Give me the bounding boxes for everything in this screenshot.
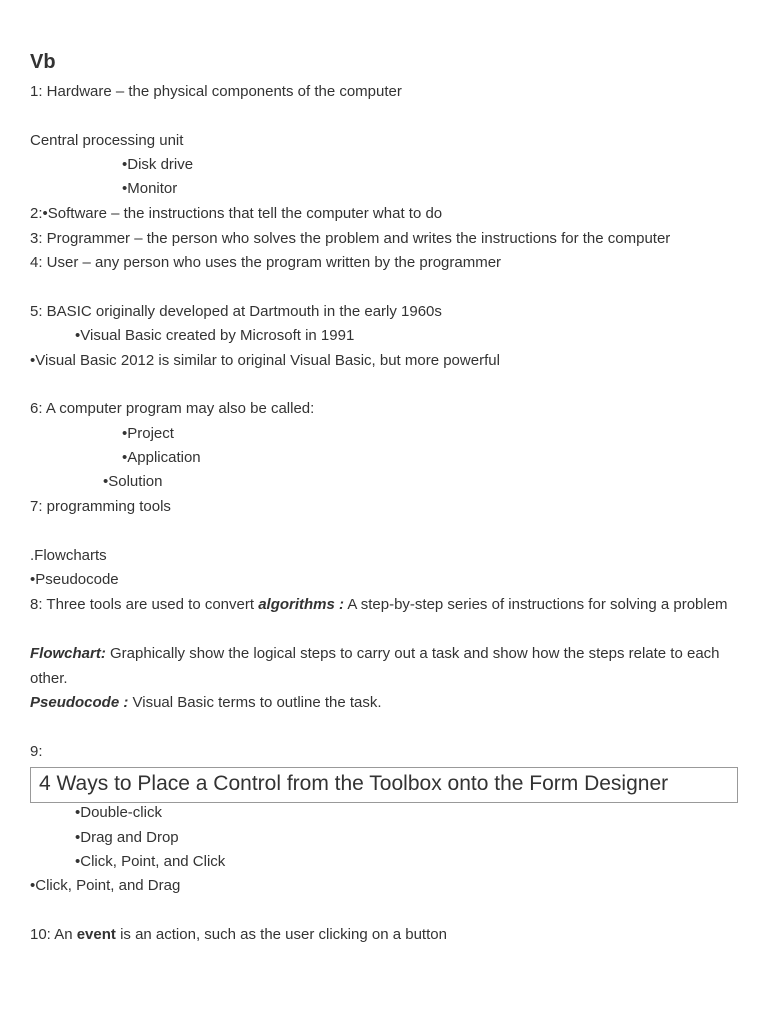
item-program-names: 6: A computer program may also be called: [30, 400, 315, 417]
item-programming-tools: 7: programming tools [30, 498, 171, 515]
pseudocode-term: Pseudocode : [30, 694, 129, 711]
flowchart-definition: Graphically show the logical steps to carry out a task and show how the steps relate to each other. [30, 645, 720, 687]
item-double-click: •Double-click [75, 804, 162, 821]
document-title: Vb [30, 51, 56, 73]
item-project: •Project [122, 425, 174, 442]
item-pseudocode: •Pseudocode [30, 571, 119, 588]
flowchart-term: Flowchart: [30, 645, 106, 662]
algorithms-definition: A step-by-step series of instructions for solving a problem [344, 596, 728, 613]
algorithms-term: algorithms : [258, 596, 345, 613]
item-user: 4: User – any person who uses the program written by the programmer [30, 254, 502, 271]
pseudocode-definition: Visual Basic terms to outline the task. [128, 694, 382, 711]
item-basic: 5: BASIC originally developed at Dartmouth in the early 1960s [30, 303, 442, 320]
boxed-heading: 4 Ways to Place a Control from the Toolbox onto the Form Designer [30, 767, 738, 803]
item-flowchart-definition [30, 642, 742, 691]
item-software: 2:•Software – the instructions that tell the computer what to do [30, 205, 443, 222]
item-click-point-drag: •Click, Point, and Drag [30, 877, 181, 894]
item-drag-and-drop: •Drag and Drop [75, 829, 179, 846]
item-solution: •Solution [103, 473, 163, 490]
item-visual-basic-2012: •Visual Basic 2012 is similar to original Visual Basic, but more powerful [30, 352, 500, 369]
item-disk-drive: •Disk drive [122, 156, 194, 173]
item-event [30, 925, 447, 945]
item-pseudocode-definition [30, 693, 382, 713]
item-monitor: •Monitor [122, 180, 178, 197]
item-nine: 9: [30, 743, 43, 760]
item-flowcharts: .Flowcharts [30, 547, 107, 564]
item-cpu: Central processing unit [30, 132, 184, 149]
item-click-point-click: •Click, Point, and Click [75, 853, 226, 870]
event-intro: 10: An [30, 926, 77, 943]
event-term: event [76, 926, 116, 943]
algorithms-intro: 8: Three tools are used to convert [30, 596, 259, 613]
item-visual-basic-microsoft: •Visual Basic created by Microsoft in 1991 [75, 327, 355, 344]
event-definition: is an action, such as the user clicking on a button [115, 926, 447, 943]
item-application: •Application [122, 449, 201, 466]
item-algorithms [30, 593, 742, 618]
item-hardware: 1: Hardware – the physical components of the computer [30, 83, 402, 100]
item-programmer: 3: Programmer – the person who solves the problem and writes the instructions for the computer [30, 230, 671, 247]
